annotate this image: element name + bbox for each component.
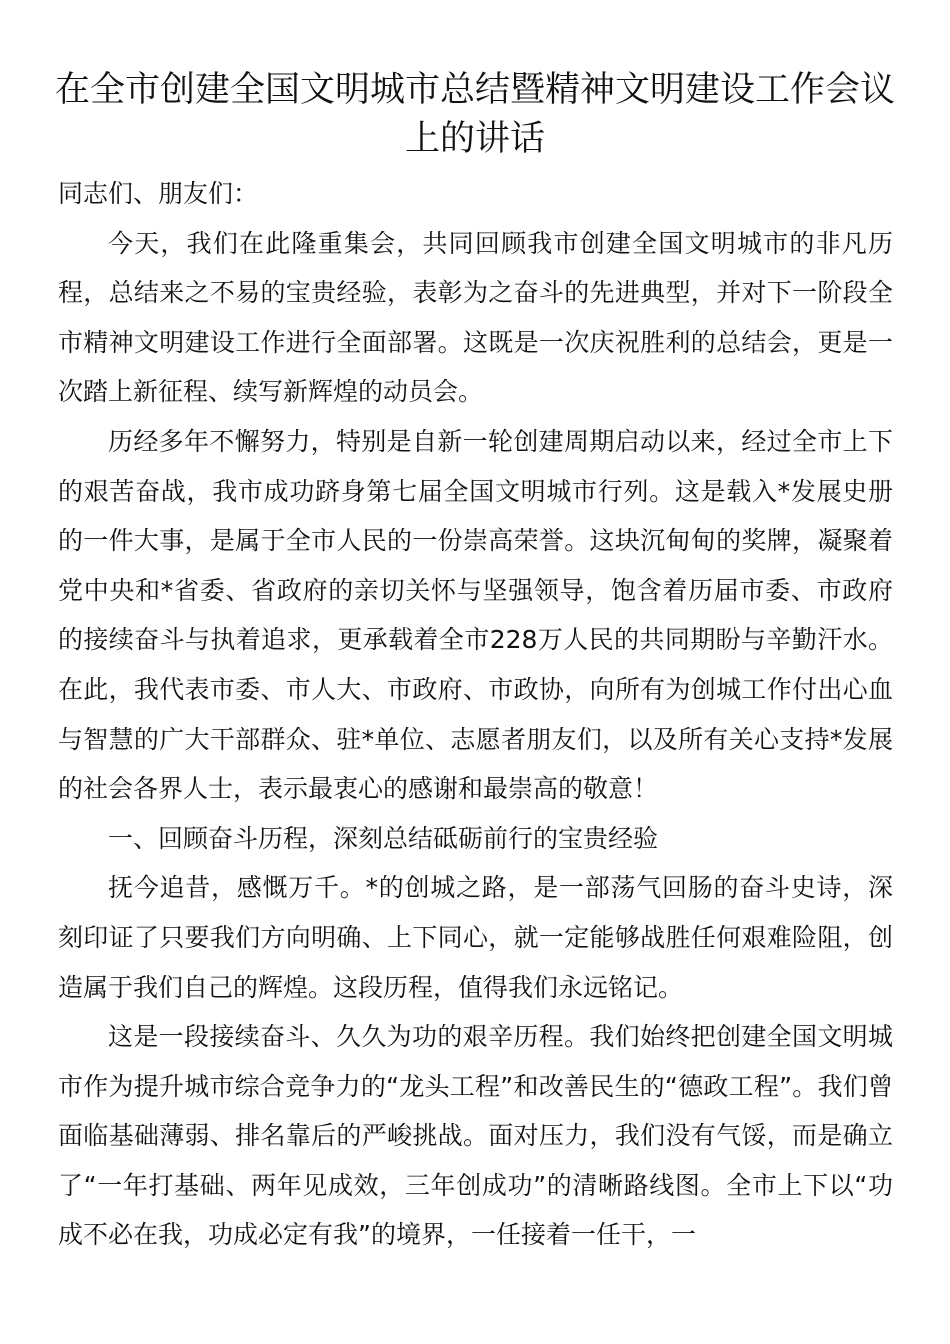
section-heading: 一、回顾奋斗历程，深刻总结砥砺前行的宝贵经验 <box>108 823 659 853</box>
paragraph-reflection: 抚今追昔，感慨万千。*的创城之路，是一部荡气回肠的奋斗史诗，深刻印证了只要我们方向明确、上下同心，就一定能够战胜任何艰难险阻，创造属于我们自己的辉煌。这段历程，值得我们永远铭记。 <box>58 873 893 1002</box>
document-body <box>58 169 893 1260</box>
paragraph-opening: 今天，我们在此隆重集会，共同回顾我市创建全国文明城市的非凡历程，总结来之不易的宝贵经验，表彰为之奋斗的先进典型，并对下一阶段全市精神文明建设工作进行全面部署。这既是一次庆祝胜利的总结会，更是一次踏上新征程、续写新辉煌的动员会。 <box>58 228 893 407</box>
paragraph-achievement: 历经多年不懈努力，特别是自新一轮创建周期启动以来，经过全市上下的艰苦奋战，我市成功跻身第七届全国文明城市行列。这是载入*发展史册的一件大事，是属于全市人民的一份崇高荣誉。这块沉甸甸的奖牌，凝聚着党中央和*省委、省政府的亲切关怀与坚强领导，饱含着历届市委、市政府的接续奋斗与执着追求，更承载着全市228万人民的共同期盼与辛勤汗水。在此，我代表市委、市人大、市政府、市政协，向所有为创城工作付出心血与智慧的广大干部群众、驻*单位、志愿者朋友们，以及所有关心支持*发展的社会各界人士，表示最衷心的感谢和最崇高的敬意！ <box>58 426 893 804</box>
paragraph-history: 这是一段接续奋斗、久久为功的艰辛历程。我们始终把创建全国文明城市作为提升城市综合竞争力的“龙头工程”和改善民生的“德政工程”。我们曾面临基础薄弱、排名靠后的严峻挑战。面对压力，我们没有气馁，而是确立了“一年打基础、两年见成效，三年创成功”的清晰路线图。全市上下以“功成不必在我，功成必定有我”的境界，一任接着一任干，一 <box>58 1022 893 1250</box>
document-title: 在全市创建全国文明城市总结暨精神文明建设工作会议上的讲话 <box>54 70 895 159</box>
salutation: 同志们、朋友们： <box>58 179 259 208</box>
